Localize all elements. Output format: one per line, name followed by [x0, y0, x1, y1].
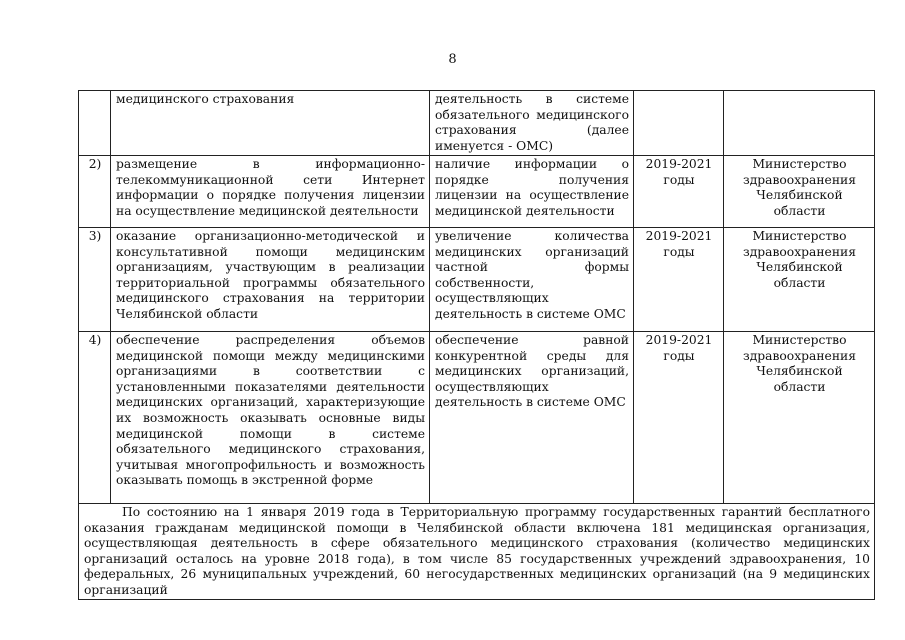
event-cell: обеспечение распределения объемов медицинской помощи между медицинскими организациями в соответствии с установленными показателями деятельности медицинских организаций, характеризующие их возможность оказывать основные виды медицинской помощи в системе обязательного медицинского страхования, учитывая многопрофильность и возможность оказывать помощь в экстренной форме — [111, 332, 430, 504]
result-cell: обеспечение равной конкурентной среды для медицинских организаций, осуществляющих деятельность в системе ОМС — [430, 332, 634, 504]
row-number: 2) — [79, 156, 111, 228]
responsible-cell: Министерство здравоохранения Челябинской области — [724, 332, 875, 504]
paragraph-cell — [79, 504, 875, 600]
table-row — [79, 228, 875, 332]
row-number: 3) — [79, 228, 111, 332]
table-row — [79, 332, 875, 504]
responsible-cell — [724, 91, 875, 156]
event-cell: оказание организационно-методической и консультативной помощи медицинским организациям, участвующим в реализации территориальной программы обязательного медицинского страхования на территории Челябинской области — [111, 228, 430, 332]
row-number: 4) — [79, 332, 111, 504]
table-row — [79, 91, 875, 156]
paragraph-row — [79, 504, 875, 600]
row-number — [79, 91, 111, 156]
event-cell: медицинского страхования — [111, 91, 430, 156]
table-row — [79, 156, 875, 228]
period-cell: 2019-2021 годы — [634, 332, 724, 504]
result-cell: деятельность в системе обязательного медицинского страхования (далее именуется - ОМС) — [430, 91, 634, 156]
responsible-cell: Министерство здравоохранения Челябинской области — [724, 156, 875, 228]
page-number: 8 — [448, 52, 457, 67]
measures-table — [78, 90, 875, 600]
period-cell: 2019-2021 годы — [634, 156, 724, 228]
result-cell: увеличение количества медицинских организаций частной формы собственности, осуществляющих деятельность в системе ОМС — [430, 228, 634, 332]
event-cell: размещение в информационно-телекоммуникационной сети Интернет информации о порядке получения лицензии на осуществление медицинской деятельности — [111, 156, 430, 228]
period-cell: 2019-2021 годы — [634, 228, 724, 332]
period-cell — [634, 91, 724, 156]
result-cell: наличие информации о порядке получения лицензии на осуществление медицинской деятельности — [430, 156, 634, 228]
responsible-cell: Министерство здравоохранения Челябинской области — [724, 228, 875, 332]
paragraph-text: По состоянию на 1 января 2019 года в Территориальную программу государственных гарантий бесплатного оказания гражданам медицинской помощи в Челябинской области включена 181 медицинская организация, осуществляющая деятельность в сфере обязательного медицинского страхования (количество медицинских организаций осталось на уровне 2018 года), в том числе 85 государственных учреждений здравоохранения, 10 федеральных, 26 муниципальных учреждений, 60 негосударственных медицинских организаций (на 9 медицинских организаций — [84, 505, 870, 597]
